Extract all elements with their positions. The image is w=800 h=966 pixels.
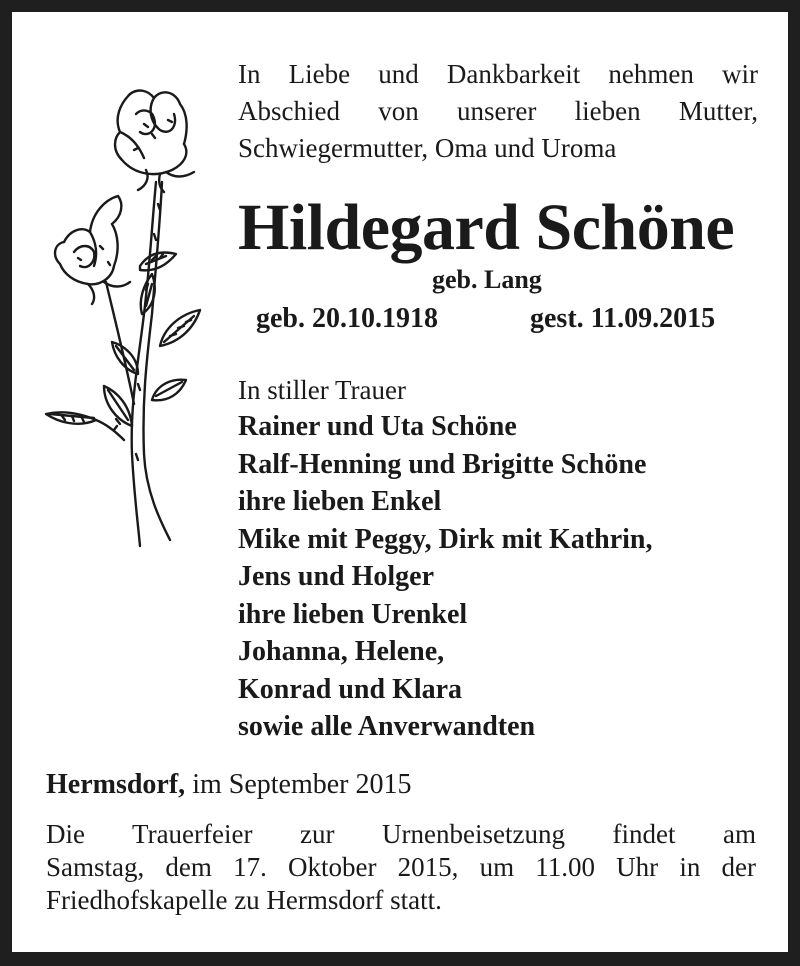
notice-line: Die Trauerfeier zur Urnenbeisetzung findet am bbox=[46, 819, 756, 849]
family-line: ihre lieben Enkel bbox=[238, 486, 442, 517]
death-date: gest. 11.09.2015 bbox=[530, 303, 716, 334]
intro-line: Abschied von unserer lieben Mutter, bbox=[238, 96, 758, 126]
family-list bbox=[238, 408, 653, 746]
notice-line: Samstag, dem 17. Oktober 2015, um 11.00 Uhr in der bbox=[46, 852, 756, 882]
rose-illustration-icon bbox=[34, 74, 214, 554]
family-line: ihre lieben Urenkel bbox=[238, 598, 468, 630]
funeral-notice bbox=[46, 818, 756, 917]
intro-text bbox=[238, 56, 758, 167]
place-name: Hermsdorf, bbox=[46, 769, 186, 800]
intro-line: In Liebe und Dankbarkeit nehmen wir bbox=[238, 59, 758, 89]
intro-line: Schwiegermutter, Oma und Uroma bbox=[238, 133, 617, 163]
birth-date: geb. 20.10.1918 bbox=[256, 303, 438, 334]
date-text: im September 2015 bbox=[192, 769, 412, 800]
mourning-label: In stiller Trauer bbox=[238, 375, 406, 405]
place-date bbox=[46, 769, 411, 801]
family-line: Johanna, Helene, bbox=[238, 636, 445, 667]
family-line: Konrad und Klara bbox=[238, 673, 463, 705]
family-line: Jens und Holger bbox=[238, 561, 435, 592]
deceased-name: Hildegard Schöne bbox=[238, 191, 735, 264]
birth-name: geb. Lang bbox=[432, 265, 542, 294]
family-line: sowie alle Anverwandten bbox=[238, 711, 536, 742]
family-line: Mike mit Peggy, Dirk mit Kathrin, bbox=[238, 523, 653, 555]
family-line: Rainer und Uta Schöne bbox=[238, 411, 517, 442]
obituary-card bbox=[12, 12, 788, 952]
family-line: Ralf-Henning und Brigitte Schöne bbox=[238, 448, 647, 480]
notice-line: Friedhofskapelle zu Hermsdorf statt. bbox=[46, 885, 442, 915]
